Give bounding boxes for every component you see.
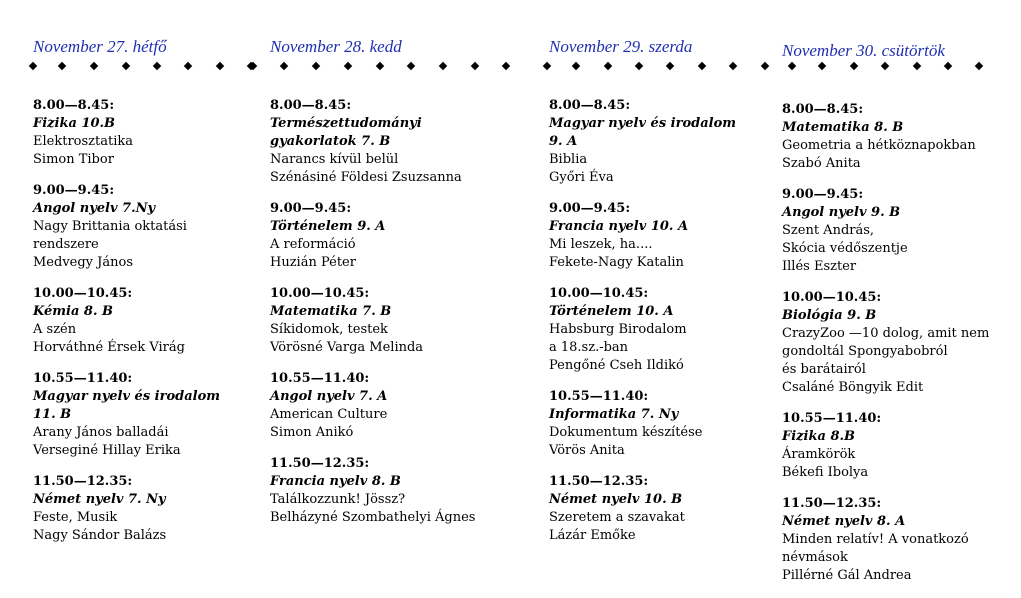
lesson-subject: Fizika 8.B — [782, 429, 856, 444]
lesson-topic: és barátairól — [782, 362, 866, 377]
lesson-time: 10.55—11.40: — [782, 411, 882, 426]
lesson-subject: Magyar nyelv és irodalom — [33, 389, 221, 404]
diamond-dot-icon — [90, 62, 98, 70]
lesson-time: 9.00—9.45: — [549, 201, 631, 216]
lesson-subject: Kémia 8. B — [33, 304, 114, 319]
lesson-subject: Matematika 7. B — [270, 304, 392, 319]
diamond-dot-icon — [729, 62, 737, 70]
diamond-dot-icon — [344, 62, 352, 70]
diamond-dot-icon — [944, 62, 952, 70]
lesson-item — [33, 182, 273, 272]
lesson-item — [549, 285, 789, 375]
lesson-topic: Narancs kívül belül — [270, 152, 399, 167]
diamond-dot-icon — [881, 62, 889, 70]
lesson-time: 8.00—8.45: — [782, 102, 864, 117]
lesson-time: 9.00—9.45: — [33, 183, 115, 198]
lesson-item — [270, 97, 510, 187]
lesson-topic: A szén — [33, 322, 77, 337]
day-title: November 28. kedd — [270, 37, 402, 56]
lesson-subject: gyakorlatok 7. B — [270, 134, 391, 149]
diamond-dot-icon — [698, 62, 706, 70]
lesson-topic: Habsburg Birodalom — [549, 322, 687, 337]
diamond-dot-icon — [471, 62, 479, 70]
lesson-item — [33, 97, 273, 169]
lesson-teacher: Belházyné Szombathelyi Ágnes — [270, 510, 476, 525]
day-title: November 27. hétfő — [33, 37, 167, 56]
lesson-list — [549, 97, 789, 558]
lesson-item — [782, 101, 1021, 173]
lesson-item — [33, 370, 273, 460]
lesson-item — [270, 200, 510, 272]
lesson-teacher: Lázár Emőke — [549, 528, 636, 543]
day-title: November 29. szerda — [549, 37, 693, 56]
lesson-topic: Arany János balladái — [33, 425, 169, 440]
lesson-time: 9.00—9.45: — [782, 187, 864, 202]
lesson-list — [270, 97, 510, 540]
lesson-item — [270, 455, 510, 527]
diamond-dot-icon — [788, 62, 796, 70]
lesson-item — [782, 410, 1021, 482]
lesson-time: 10.55—11.40: — [270, 371, 370, 386]
lesson-time: 10.55—11.40: — [549, 389, 649, 404]
diamond-dot-icon — [543, 62, 551, 70]
diamond-dot-icon — [818, 62, 826, 70]
lesson-topic: Szent András, — [782, 223, 875, 238]
lesson-item — [33, 473, 273, 545]
lesson-teacher: Medvegy János — [33, 255, 133, 270]
lesson-topic: CrazyZoo —10 dolog, amit nem — [782, 326, 990, 341]
lesson-subject: Fizika 10.B — [33, 116, 116, 131]
lesson-time: 8.00—8.45: — [549, 98, 631, 113]
lesson-teacher: Huzián Péter — [270, 255, 356, 270]
lesson-subject: Természettudományi — [270, 116, 422, 131]
lesson-subject: Német nyelv 10. B — [549, 492, 683, 507]
lesson-item — [549, 473, 789, 545]
lesson-time: 8.00—8.45: — [270, 98, 352, 113]
lesson-teacher: Vörösné Varga Melinda — [270, 340, 424, 355]
lesson-item — [270, 285, 510, 357]
lesson-time: 11.50—12.35: — [549, 474, 649, 489]
diamond-dot-icon — [913, 62, 921, 70]
diamond-dot-icon — [666, 62, 674, 70]
diamond-dot-icon — [58, 62, 66, 70]
diamond-dot-icon — [407, 62, 415, 70]
lesson-time: 10.55—11.40: — [33, 371, 133, 386]
lesson-topic: a 18.sz.-ban — [549, 340, 629, 355]
lesson-topic: gondoltál Spongyabobról — [782, 344, 948, 359]
lesson-subject: Történelem 10. A — [549, 304, 674, 319]
lesson-time: 9.00—9.45: — [270, 201, 352, 216]
lesson-teacher: Szénásiné Földesi Zsuzsanna — [270, 170, 462, 185]
lesson-topic: névmások — [782, 550, 848, 565]
lesson-item — [270, 370, 510, 442]
lesson-list — [782, 101, 1021, 598]
lesson-time: 11.50—12.35: — [270, 456, 370, 471]
lesson-teacher: Horváthné Érsek Virág — [33, 340, 185, 355]
lesson-teacher: Csaláné Böngyik Edit — [782, 380, 924, 395]
lesson-subject: Magyar nyelv és irodalom — [549, 116, 737, 131]
lesson-teacher: Fekete-Nagy Katalin — [549, 255, 684, 270]
lesson-time: 8.00—8.45: — [33, 98, 115, 113]
lesson-topic: Áramkörök — [782, 447, 856, 462]
lesson-item — [549, 97, 789, 187]
lesson-topic: Biblia — [549, 152, 588, 167]
lesson-topic: rendszere — [33, 237, 99, 252]
lesson-time: 10.00—10.45: — [33, 286, 133, 301]
lesson-topic: Skócia védőszentje — [782, 241, 908, 256]
lesson-time: 11.50—12.35: — [33, 474, 133, 489]
lesson-topic: Mi leszek, ha.... — [549, 237, 653, 252]
lesson-topic: American Culture — [270, 407, 388, 422]
lesson-topic: Szeretem a szavakat — [549, 510, 685, 525]
lesson-teacher: Verseginé Hillay Erika — [33, 443, 181, 458]
lesson-item — [782, 495, 1021, 585]
diamond-dot-icon — [216, 62, 224, 70]
diamond-dot-icon — [439, 62, 447, 70]
lesson-teacher: Pengőné Cseh Ildikó — [549, 358, 684, 373]
lesson-subject: Német nyelv 7. Ny — [33, 492, 166, 507]
lesson-teacher: Illés Eszter — [782, 259, 857, 274]
lesson-teacher: Pillérné Gál Andrea — [782, 568, 912, 583]
lesson-subject: Francia nyelv 8. B — [270, 474, 401, 489]
lesson-time: 10.00—10.45: — [549, 286, 649, 301]
lesson-subject: Biológia 9. B — [782, 308, 877, 323]
lesson-item — [782, 289, 1021, 397]
lesson-subject: 9. A — [549, 134, 578, 149]
lesson-time: 10.00—10.45: — [270, 286, 370, 301]
lesson-topic: Elektrosztatika — [33, 134, 133, 149]
lesson-time: 11.50—12.35: — [782, 496, 882, 511]
lesson-topic: Minden relatív! A vonatkozó — [782, 532, 969, 547]
lesson-topic: Nagy Brittania oktatási — [33, 219, 187, 234]
lesson-teacher: Békefi Ibolya — [782, 465, 869, 480]
lesson-topic: Dokumentum készítése — [549, 425, 703, 440]
lesson-teacher: Nagy Sándor Balázs — [33, 528, 167, 543]
diamond-dot-icon — [850, 62, 858, 70]
lesson-teacher: Győri Éva — [549, 170, 614, 185]
lesson-subject: Francia nyelv 10. A — [549, 219, 689, 234]
diamond-dot-icon — [635, 62, 643, 70]
lesson-topic: Feste, Musik — [33, 510, 118, 525]
diamond-dot-icon — [975, 62, 983, 70]
lesson-subject: Angol nyelv 7.Ny — [33, 201, 156, 216]
diamond-dot-icon — [572, 62, 580, 70]
diamond-dot-icon — [502, 62, 510, 70]
lesson-subject: Informatika 7. Ny — [549, 407, 679, 422]
lesson-subject: Matematika 8. B — [782, 120, 904, 135]
diamond-dot-icon — [153, 62, 161, 70]
lesson-subject: Angol nyelv 9. B — [782, 205, 901, 220]
diamond-dot-icon — [761, 62, 769, 70]
lesson-teacher: Simon Tibor — [33, 152, 114, 167]
lesson-item — [782, 186, 1021, 276]
lesson-teacher: Szabó Anita — [782, 156, 861, 171]
diamond-dot-icon — [376, 62, 384, 70]
lesson-subject: Német nyelv 8. A — [782, 514, 906, 529]
lesson-topic: Geometria a hétköznapokban — [782, 138, 976, 153]
lesson-topic: A reformáció — [270, 237, 356, 252]
day-title: November 30. csütörtök — [782, 41, 945, 60]
lesson-subject: Történelem 9. A — [270, 219, 386, 234]
lesson-topic: Síkidomok, testek — [270, 322, 388, 337]
lesson-subject: 11. B — [33, 407, 72, 422]
lesson-item — [549, 388, 789, 460]
lesson-teacher: Vörös Anita — [549, 443, 625, 458]
lesson-list — [33, 97, 273, 558]
lesson-item — [33, 285, 273, 357]
diamond-dot-icon — [312, 62, 320, 70]
lesson-item — [549, 200, 789, 272]
lesson-time: 10.00—10.45: — [782, 290, 882, 305]
lesson-subject: Angol nyelv 7. A — [270, 389, 388, 404]
diamond-dot-icon — [29, 62, 37, 70]
lesson-teacher: Simon Anikó — [270, 425, 354, 440]
diamond-dot-icon — [604, 62, 612, 70]
diamond-dot-icon — [122, 62, 130, 70]
diamond-dot-icon — [280, 62, 288, 70]
diamond-dot-icon — [184, 62, 192, 70]
lesson-topic: Találkozzunk! Jössz? — [270, 492, 406, 507]
